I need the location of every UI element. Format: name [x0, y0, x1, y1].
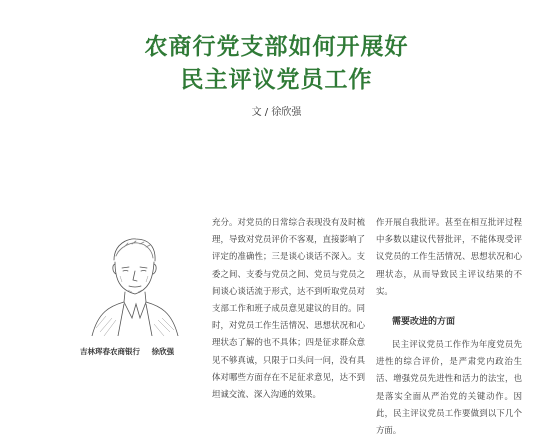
byline: 文 / 徐欣强: [251, 107, 302, 118]
column3-paragraph-2: 民主评议党员工作作为年度党员先进性的综合评价，是严肃党内政治生活、增强党员先进性和活力的法宝，也是落实全面从严治党的关键动作。因此，民主评议党员工作要做到以下几个方面。: [376, 339, 522, 436]
caption-org: 吉林珲春农商银行: [80, 347, 140, 356]
article-column-3: [376, 214, 522, 439]
title-line-2: 民主评议党员工作: [180, 67, 373, 93]
caption-name: 徐欣强: [151, 347, 175, 356]
author-portrait: [80, 232, 184, 336]
article-column-2: 充分。对党员的日常综合表现没有及时梳理，导致对党员评价不客观，直接影响了评定的准确性；三是谈心谈话不深入。支委之间、支委与党员之间、党员与党员之间谈心谈话流于形式，达不到听取党员对支部工作和班子成员意见建议的目的。同时，对党员工作生活情况、思想状况和心理状态了解的也不具体；四是征求群众意见不够真诚，只限于口头问一问，没有具体对哪些方面存在不足征求意见，达不到坦诚交流、深入沟通的效果。: [212, 217, 365, 400]
section-subheading: 需要改进的方面: [392, 317, 456, 328]
portrait-caption: [80, 346, 204, 357]
column3-paragraph-1: 作开展自我批评。甚至在相互批评过程中多数以建议代替批评，不能体现受评议党员的工作生活情况、思想状况和心理状态，从而导致民主评议结果的不实。: [376, 217, 522, 296]
title-line-1: 农商行党支部如何开展好: [144, 34, 409, 60]
article-title: [0, 31, 553, 97]
